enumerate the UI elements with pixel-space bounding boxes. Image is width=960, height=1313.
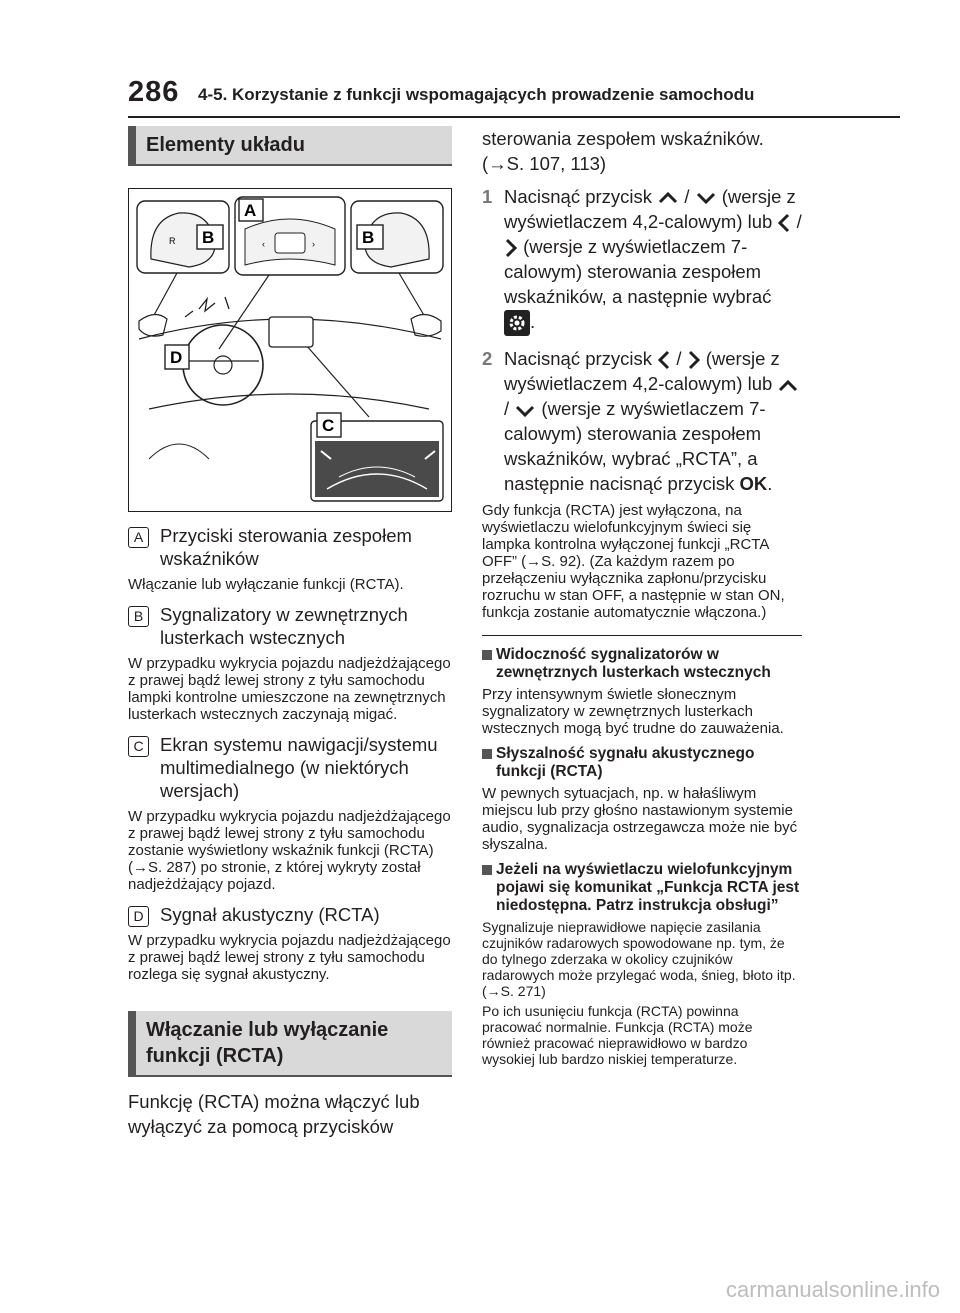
system-components-figure [128,188,452,512]
component-desc: Włączanie lub wyłączanie funkcji (RCTA). [128,576,404,593]
component-item-d [128,903,452,926]
svg-text:R: R [169,236,176,246]
step-number: 1 [482,186,493,207]
component-badge: C [128,736,149,757]
page-header [128,72,900,118]
divider [482,635,802,636]
component-badge: A [128,527,149,548]
settings-gear-icon [504,310,530,336]
figure-label-c [317,413,341,437]
subsection-title-message [482,861,802,915]
figure-label-a [239,199,263,221]
figure-label-b-left [197,225,223,249]
period: . [767,473,773,495]
svg-text:‹: ‹ [262,239,265,249]
step-text: (wersje z wyświetlaczem 7-calowym) sterowania zespołem wskaźników, a następnie wybrać [504,236,772,308]
svg-text:B: B [202,228,215,247]
subsection-title-text: Słyszalność sygnału akustycznego funkcji (RCTA) [496,745,755,781]
step-2 [482,346,802,496]
chapter-title: 4-5. Korzystanie z funkcji wspomagających prowadzenie samochodu [198,85,755,104]
subsection-text: W pewnych sytuacjach, np. w hałaśliwym miejscu lub przy głośno nastawionym systemie audio, sygnalizacja ostrzegawcza może nie być słyszalna. [482,785,798,854]
intro-continued: sterowania zespołem wskaźników. (→S. 107, 113) [482,128,764,174]
slash: / [684,186,690,207]
svg-text:B: B [362,228,375,247]
bullet-square-icon [482,749,492,759]
toggle-intro-text: Funkcję (RCTA) można włączyć lub wyłączyć za pomocą przycisków [128,1091,420,1137]
slash: / [796,211,802,232]
subsection-text: Po ich usunięciu funkcja (RCTA) powinna pracować normalnie. Funkcja (RCTA) może również pracować nieprawidłowo w bardzo wysokiej lub bardzo niskiej temperaturze. [482,1003,753,1068]
figure-label-b-right [357,225,383,249]
svg-text:D: D [170,348,183,367]
slash: / [504,398,510,420]
bullet-square-icon [482,650,492,660]
subsection-title-text: Widoczność sygnalizatorów w zewnętrznych lusterkach wstecznych [496,646,771,682]
subsection-title-audibility [482,745,802,781]
chevron-right-icon [504,237,518,259]
step-text: (wersje z wyświetlaczem 7-calowym) sterowania zespołem wskaźników, wybrać „RCTA”, a następnie nacisnąć przycisk [504,398,766,495]
component-item-b [128,603,452,649]
bullet-square-icon [482,865,492,875]
component-badge: B [128,606,149,627]
component-desc: W przypadku wykrycia pojazdu nadjeżdżającego z prawej bądź lewej strony z tyłu samochodu zostanie wyświetlony wskaźnik funkcji (RCTA) (→S. 287) po stronie, z której wykryty został nadjeżdżający pojazd. [128,808,451,893]
step-1 [482,184,802,336]
chevron-up-icon [657,191,679,205]
slash: / [676,348,682,370]
chevron-down-icon [514,404,536,418]
svg-text:›: › [312,239,315,249]
chevron-left-icon [657,349,671,371]
svg-text:C: C [322,416,335,435]
subsection-text: Przy intensywnym świetle słonecznym sygnalizatory w zewnętrznych lusterkach wstecznych mogą być trudne do zauważenia. [482,686,784,738]
component-item-a [128,524,452,570]
component-desc: W przypadku wykrycia pojazdu nadjeżdżającego z prawej bądź lewej strony z tyłu samochodu lampki kontrolne umieszczone na zewnętrznych lusterkach wstecznych zaczynają migać. [128,655,451,723]
chevron-down-icon [695,191,717,205]
section-title-components: Elementy układu [128,126,452,166]
chevron-left-icon [777,212,791,234]
component-title: Sygnał akustyczny (RCTA) [160,904,380,925]
step-text: Nacisnąć przycisk [504,348,653,370]
chevron-up-icon [777,379,799,393]
subsection-title-text: Jeżeli na wyświetlaczu wielofunkcyjnym pojawi się komunikat „Funkcja RCTA jest niedostępna. Patrz instrukcja obsługi” [496,861,800,915]
component-desc: W przypadku wykrycia pojazdu nadjeżdżającego z prawej bądź lewej strony z tyłu samochodu rozlega się sygnał akustyczny. [128,932,451,983]
svg-text:A: A [244,201,257,220]
component-title: Sygnalizatory w zewnętrznych lusterkach wstecznych [160,604,408,648]
period: . [530,311,536,333]
rcta-off-note: Gdy funkcja (RCTA) jest wyłączona, na wyświetlaczu wielofunkcyjnym świeci się lampka kontrolna wyłączonej funkcji „RCTA OFF” (→S. 92). (Za każdym razem po przełączeniu wyłącznika zapłonu/przycisku rozruchu w stan OFF, a następnie w stan ON, funkcja zostanie automatycznie włączona.) [482,502,785,622]
ok-button-label: OK [739,473,768,495]
right-column [482,126,802,1067]
component-title: Przyciski sterowania zespołem wskaźników [160,525,412,569]
step-text: Nacisnąć przycisk [504,186,653,207]
subsection-text: Sygnalizuje nieprawidłowe napięcie zasilania czujników radarowych spowodowane np. tym, że do tylnego zderzaka w okolicy czujników radarowych może przylegać woda, śnieg, błoto itp. (→S. 271) [482,919,796,1000]
step-text: (wersje z wyświetlaczem 4,2-calowym) lub [504,186,796,232]
figure-label-d [165,345,189,369]
step-number: 2 [482,348,493,370]
component-title: Ekran systemu nawigacji/systemu multimedialnego (w niektórych wersjach) [160,734,438,801]
subsection-title-visibility [482,646,802,682]
chevron-right-icon [687,349,701,371]
page-number: 286 [128,76,180,108]
component-badge: D [128,906,149,927]
watermark: carmanualsonline.info [725,1277,940,1302]
component-item-c [128,733,452,802]
section-title-toggle: Włączanie lub wyłączanie funkcji (RCTA) [128,1011,452,1077]
step-text: (wersje z wyświetlaczem 4,2-calowym) lub [504,348,780,395]
left-column [128,126,452,1139]
dashboard-illustration [129,189,451,511]
